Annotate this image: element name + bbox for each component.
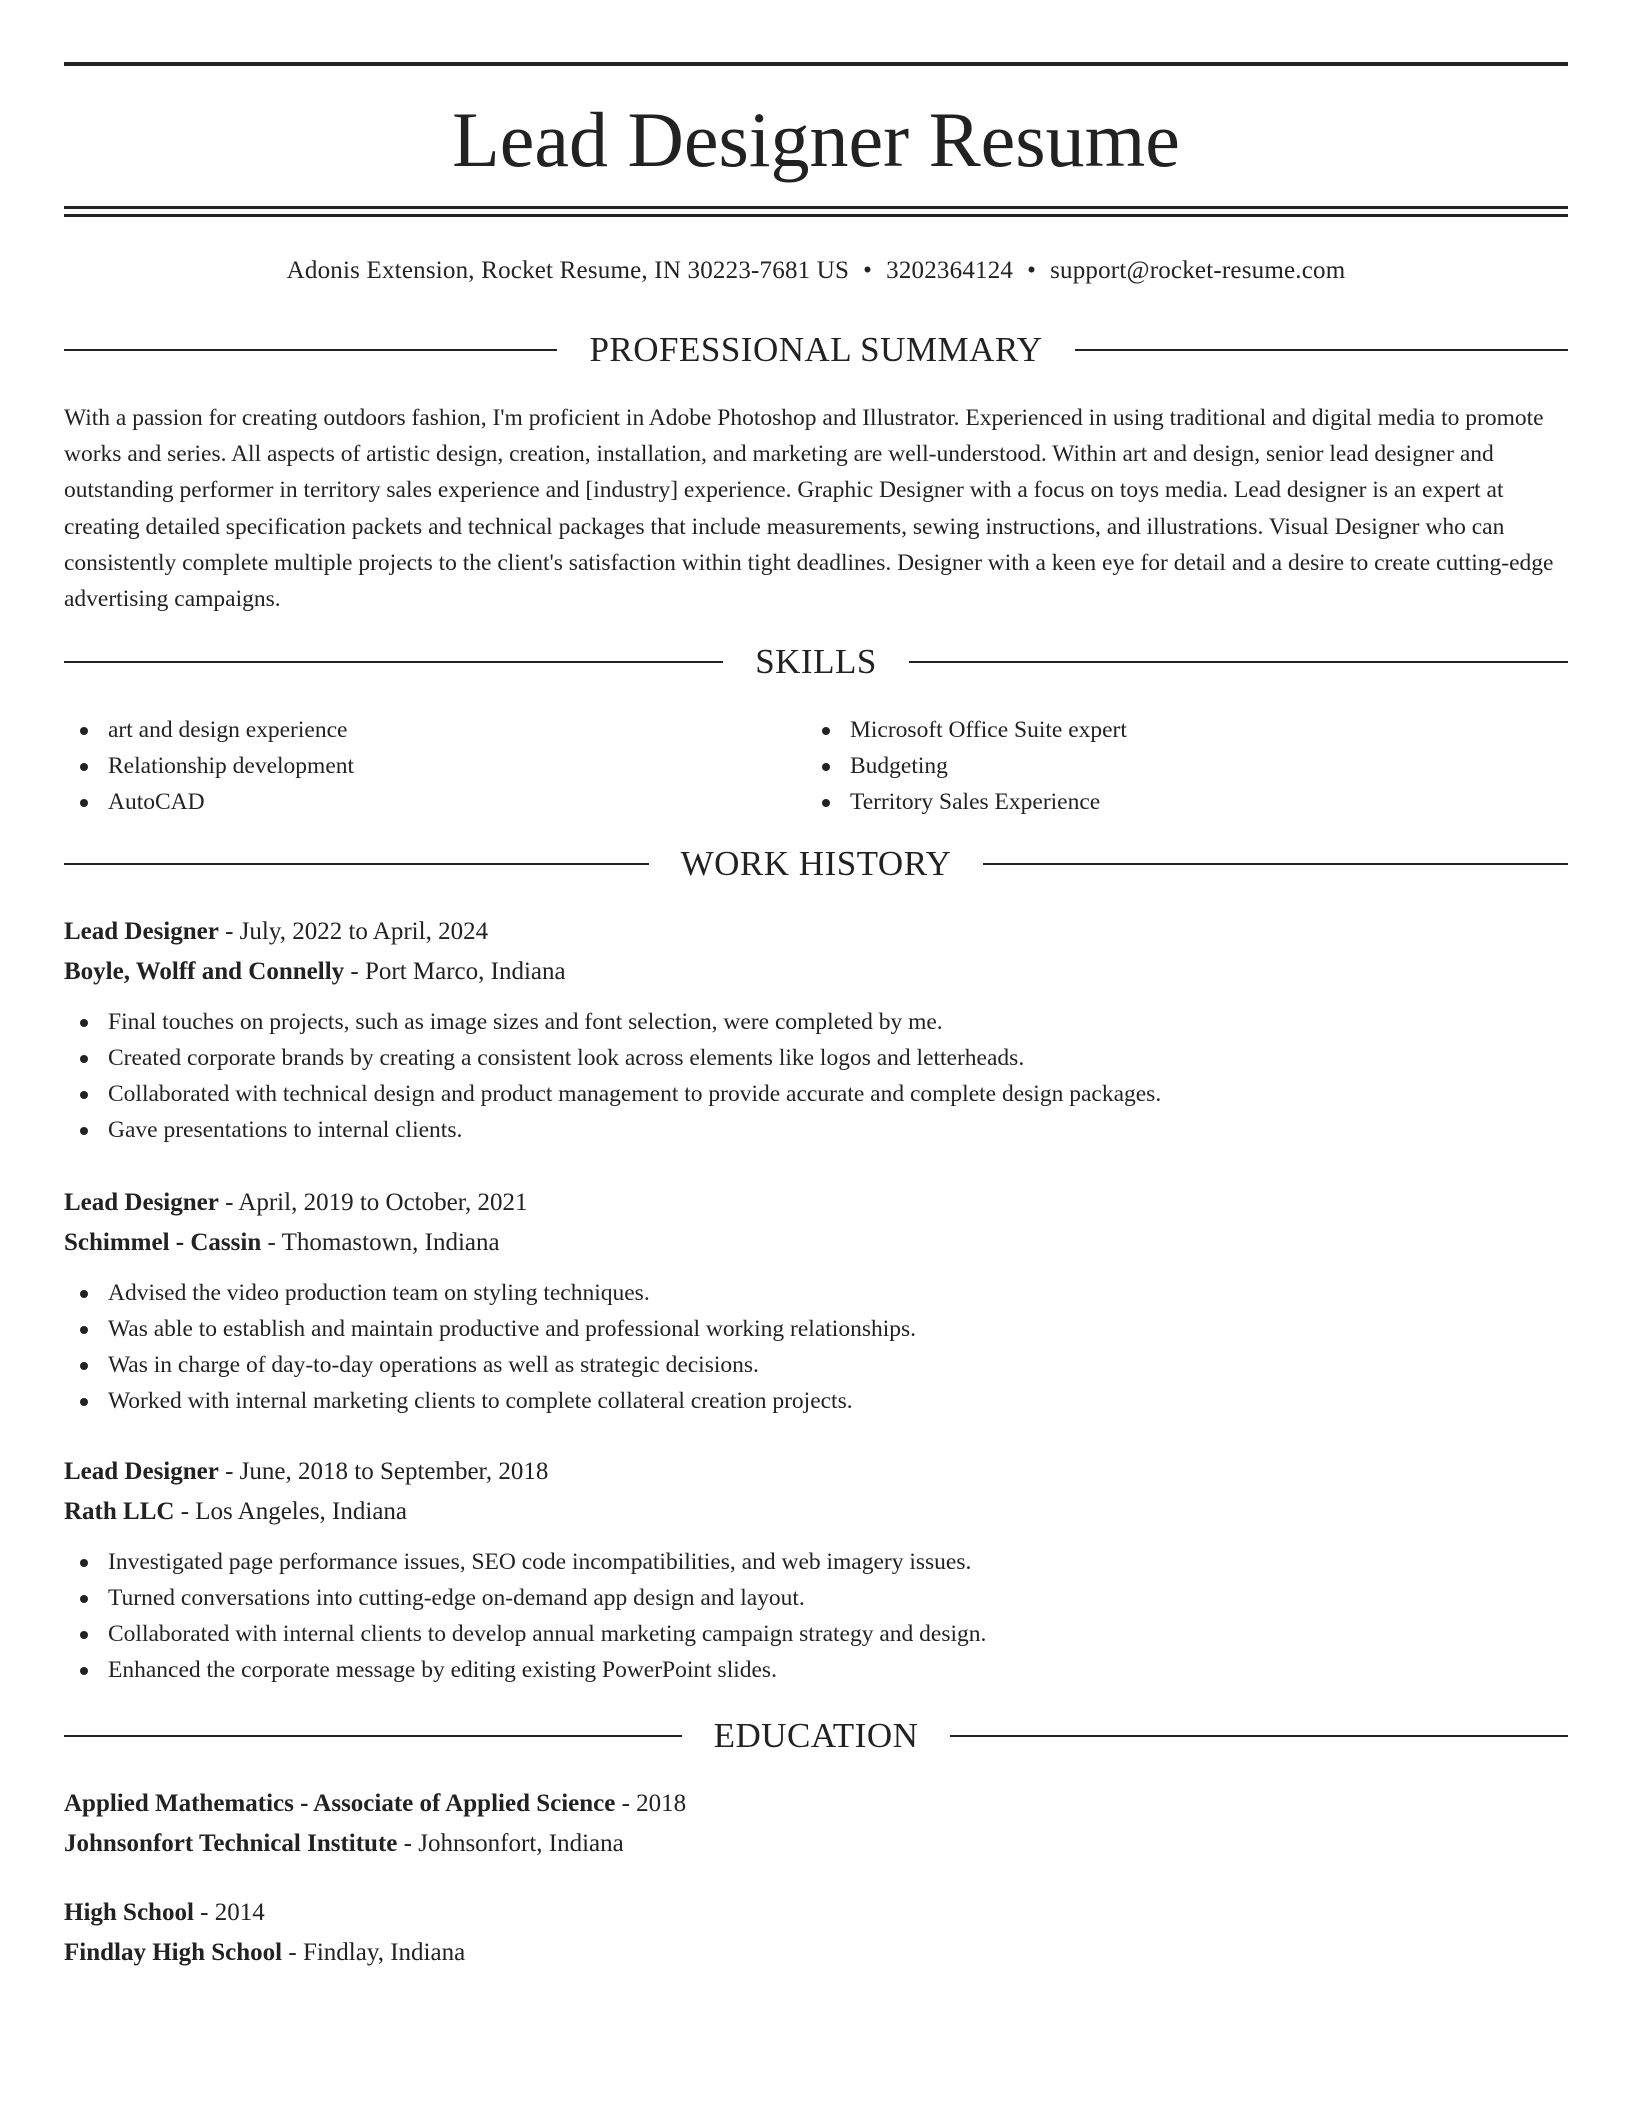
section-rule bbox=[64, 1735, 682, 1737]
degree-heading bbox=[64, 1784, 1568, 1824]
job-bullet: Worked with internal marketing clients to complete collateral creation projects. bbox=[64, 1383, 1568, 1419]
company-location: - Los Angeles, Indiana bbox=[174, 1498, 408, 1525]
section-rule bbox=[64, 661, 723, 663]
job-heading bbox=[64, 1452, 1568, 1492]
job-dates: - July, 2022 to April, 2024 bbox=[218, 918, 489, 945]
contact-address: Adonis Extension, Rocket Resume, IN 30223-7681 US bbox=[286, 257, 850, 284]
contact-line bbox=[64, 253, 1568, 289]
job-bullet: Turned conversations into cutting-edge on-demand app design and layout. bbox=[64, 1580, 1568, 1616]
skills-list-right bbox=[806, 712, 1506, 820]
section-rule bbox=[64, 349, 557, 351]
job-employer bbox=[64, 1492, 1568, 1532]
school-name: Findlay High School bbox=[64, 1939, 283, 1966]
job-bullet: Was in charge of day-to-day operations as well as strategic decisions. bbox=[64, 1347, 1568, 1383]
section-rule bbox=[1075, 349, 1568, 351]
company-name: Boyle, Wolff and Connelly bbox=[64, 958, 345, 985]
section-title: SKILLS bbox=[755, 642, 877, 681]
header-double-rule-upper bbox=[64, 206, 1568, 209]
education-entry bbox=[64, 1784, 1568, 1864]
job-dates: - June, 2018 to September, 2018 bbox=[218, 1458, 549, 1485]
contact-phone: 3202364124 bbox=[886, 257, 1014, 284]
skill-item: art and design experience bbox=[64, 712, 764, 748]
job-heading bbox=[64, 1183, 1568, 1223]
job-bullet: Investigated page performance issues, SEO code incompatibilities, and web imagery issues. bbox=[64, 1544, 1568, 1580]
job-heading bbox=[64, 912, 1568, 952]
job-bullets bbox=[64, 1544, 1568, 1688]
section-header-summary bbox=[64, 326, 1568, 374]
company-location: - Thomastown, Indiana bbox=[261, 1229, 500, 1256]
job-title: Lead Designer bbox=[64, 918, 219, 945]
job-title: Lead Designer bbox=[64, 1189, 219, 1216]
degree-name: High School bbox=[64, 1899, 194, 1926]
education-entry bbox=[64, 1893, 1568, 1973]
work-entry bbox=[64, 912, 1568, 1148]
job-employer bbox=[64, 1223, 1568, 1263]
summary-paragraph: With a passion for creating outdoors fashion, I'm proficient in Adobe Photoshop and Illustrator. Experienced in using traditional and digital media to promote works and series. All aspects of artistic design, creation, installation, and marketing are well-understood. Within art and design, senior lead designer and outstanding performer in territory sales experience and [industry] experience. Graphic Designer with a focus on toys media. Lead designer is an expert at creating detailed specification packets and technical packages that include measurements, sewing instructions, and illustrations. Visual Designer who can consistently complete multiple projects to the client's satisfaction within tight deadlines. Designer with a keen eye for detail and a desire to create cutting-edge advertising campaigns. bbox=[64, 405, 1554, 613]
job-bullet: Was able to establish and maintain productive and professional working relationships. bbox=[64, 1311, 1568, 1347]
job-bullet: Gave presentations to internal clients. bbox=[64, 1112, 1568, 1148]
job-bullet: Collaborated with technical design and product management to provide accurate and complete design packages. bbox=[64, 1076, 1568, 1112]
section-rule bbox=[64, 863, 649, 865]
job-bullet: Advised the video production team on styling techniques. bbox=[64, 1275, 1568, 1311]
section-title: PROFESSIONAL SUMMARY bbox=[589, 330, 1043, 369]
section-title: WORK HISTORY bbox=[680, 844, 952, 883]
page-title: Lead Designer Resume bbox=[452, 96, 1180, 183]
degree-heading bbox=[64, 1893, 1568, 1933]
school-name: Johnsonfort Technical Institute bbox=[64, 1830, 398, 1857]
section-rule bbox=[950, 1735, 1568, 1737]
section-header-work-history bbox=[64, 840, 1568, 888]
contact-separator: • bbox=[1027, 257, 1037, 284]
school-line bbox=[64, 1824, 1568, 1864]
header-top-rule bbox=[64, 62, 1568, 66]
job-bullet: Final touches on projects, such as image sizes and font selection, were completed by me. bbox=[64, 1004, 1568, 1040]
contact-separator: • bbox=[863, 257, 873, 284]
job-employer bbox=[64, 952, 1568, 992]
header-double-rule-lower bbox=[64, 214, 1568, 217]
section-header-skills bbox=[64, 638, 1568, 686]
section-rule bbox=[909, 661, 1568, 663]
company-name: Rath LLC bbox=[64, 1498, 175, 1525]
school-location: - Johnsonfort, Indiana bbox=[397, 1830, 624, 1857]
job-bullet: Created corporate brands by creating a consistent look across elements like logos and letterheads. bbox=[64, 1040, 1568, 1076]
skills-list-left bbox=[64, 712, 764, 820]
contact-email: support@rocket-resume.com bbox=[1050, 257, 1346, 284]
school-location: - Findlay, Indiana bbox=[282, 1939, 466, 1966]
skill-item: AutoCAD bbox=[64, 784, 764, 820]
skill-item: Budgeting bbox=[806, 748, 1506, 784]
job-bullets bbox=[64, 1275, 1568, 1419]
skill-item: Territory Sales Experience bbox=[806, 784, 1506, 820]
company-location: - Port Marco, Indiana bbox=[344, 958, 566, 985]
job-bullet: Enhanced the corporate message by editing existing PowerPoint slides. bbox=[64, 1652, 1568, 1688]
job-bullet: Collaborated with internal clients to develop annual marketing campaign strategy and design. bbox=[64, 1616, 1568, 1652]
school-line bbox=[64, 1933, 1568, 1973]
job-dates: - April, 2019 to October, 2021 bbox=[218, 1189, 528, 1216]
work-entry bbox=[64, 1452, 1568, 1688]
degree-name: Applied Mathematics - Associate of Applied Science bbox=[64, 1790, 616, 1817]
section-title: EDUCATION bbox=[713, 1716, 919, 1755]
section-rule bbox=[983, 863, 1568, 865]
work-entry bbox=[64, 1183, 1568, 1419]
company-name: Schimmel - Cassin bbox=[64, 1229, 262, 1256]
job-bullets bbox=[64, 1004, 1568, 1148]
section-header-education bbox=[64, 1712, 1568, 1760]
skill-item: Microsoft Office Suite expert bbox=[806, 712, 1506, 748]
degree-year: - 2018 bbox=[615, 1790, 687, 1817]
skill-item: Relationship development bbox=[64, 748, 764, 784]
job-title: Lead Designer bbox=[64, 1458, 219, 1485]
degree-year: - 2014 bbox=[193, 1899, 265, 1926]
